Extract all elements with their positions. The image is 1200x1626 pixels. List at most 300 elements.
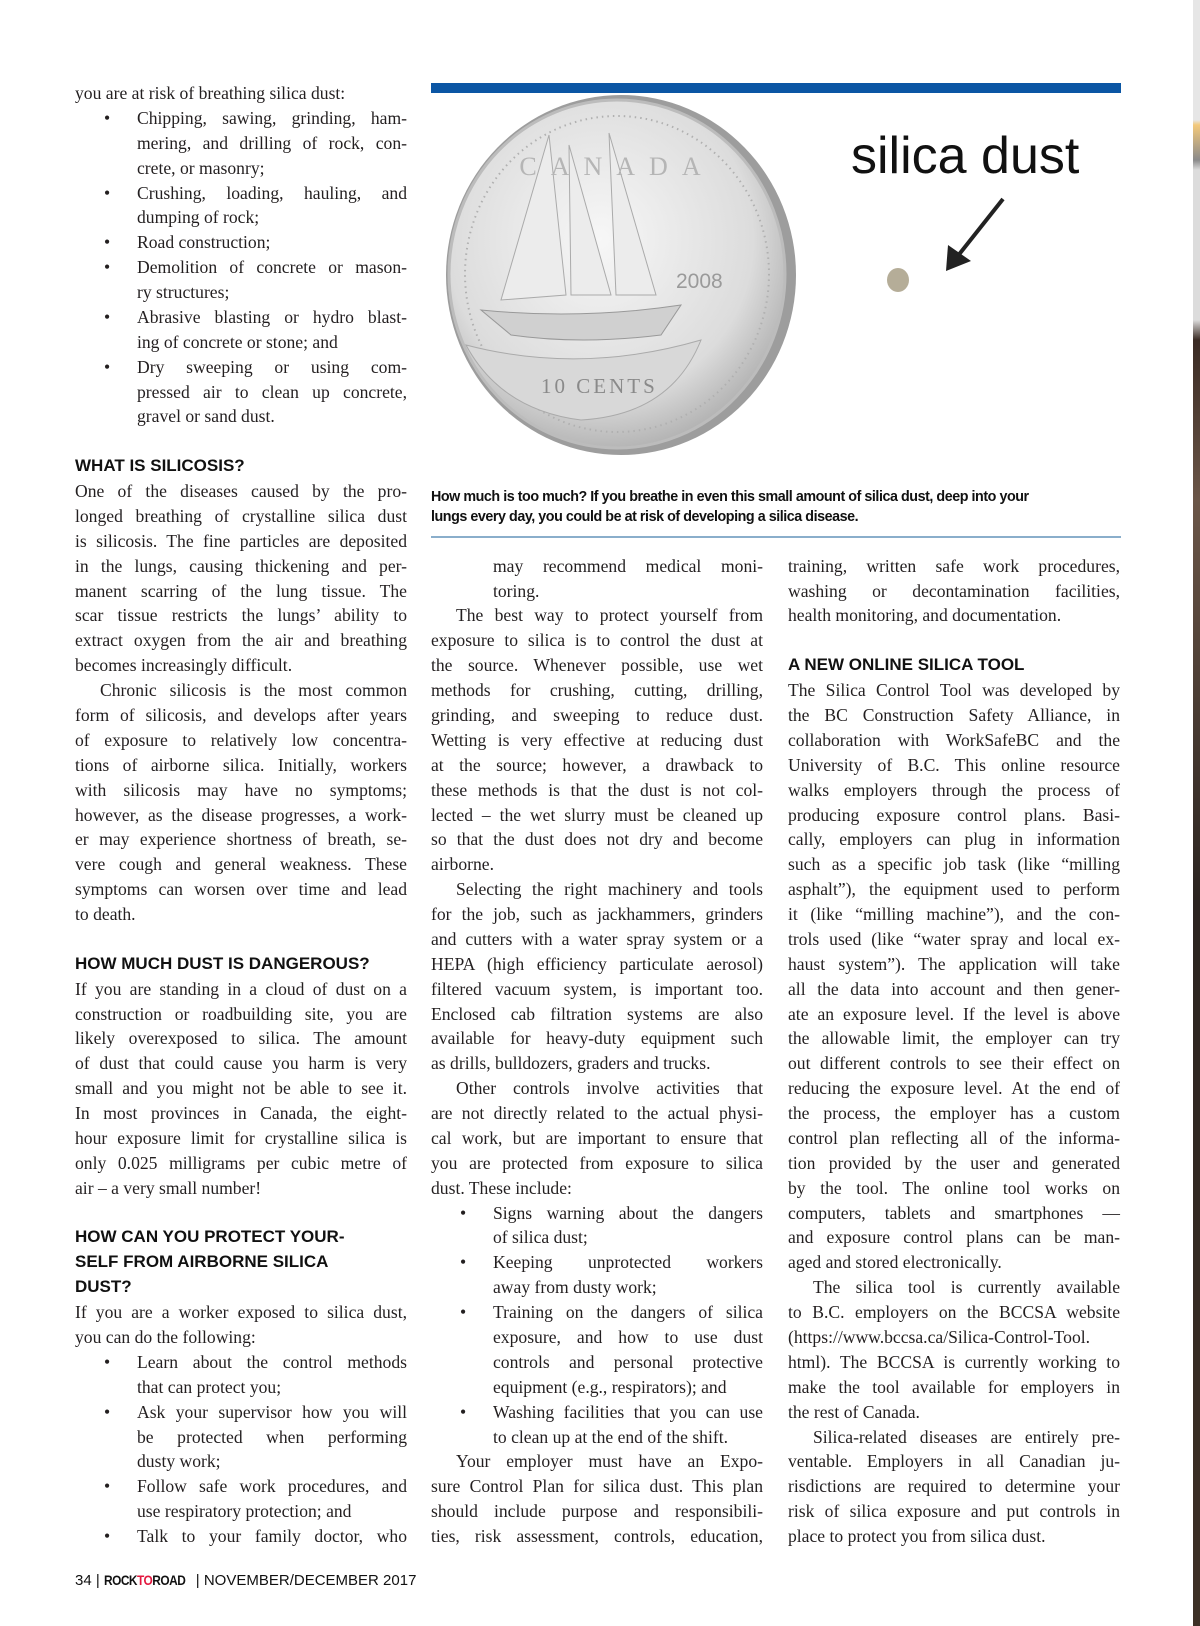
line-text: dusty work; bbox=[137, 1451, 221, 1472]
line-text: these methods is that the dust is not col- bbox=[431, 779, 763, 800]
bullet-icon: • bbox=[104, 306, 111, 327]
body-text-line bbox=[788, 554, 1120, 579]
bullet-item-line bbox=[137, 404, 407, 429]
body-text-line bbox=[75, 827, 407, 852]
bullet-item-line bbox=[104, 255, 407, 280]
accent-bar bbox=[431, 83, 1121, 93]
bullet-item-line bbox=[460, 1201, 763, 1226]
line-text: One of the diseases caused by the pro- bbox=[75, 481, 407, 502]
line-text: you are at risk of breathing silica dust: bbox=[75, 83, 346, 103]
line-text: collaboration with WorkSafeBC and the bbox=[788, 729, 1120, 750]
line-text: at the source; however, a drawback to bbox=[431, 754, 763, 775]
line-text: Chronic silicosis is the most common bbox=[100, 680, 407, 701]
line-text: html). The BCCSA is currently working to bbox=[788, 1351, 1120, 1372]
body-text-line bbox=[75, 1126, 407, 1151]
line-text: cal work, but are important to ensure that bbox=[431, 1127, 763, 1148]
body-text-line bbox=[75, 1151, 407, 1176]
body-text-line bbox=[75, 753, 407, 778]
line-text: (https://www.bccsa.ca/Silica-Control-Tool. bbox=[788, 1327, 1091, 1347]
line-text: to death. bbox=[75, 904, 136, 925]
body-text-line bbox=[75, 902, 407, 927]
body-text-line bbox=[456, 1076, 763, 1101]
line-text: of exposure to relatively low concentra- bbox=[75, 729, 407, 750]
line-text: may recommend medical moni- bbox=[493, 555, 763, 576]
line-text: Demolition of concrete or mason- bbox=[137, 257, 407, 278]
body-text-line bbox=[431, 952, 763, 977]
body-text-line bbox=[431, 1002, 763, 1027]
body-text-line bbox=[431, 1151, 763, 1176]
section-heading bbox=[788, 653, 1120, 678]
bullet-item-line bbox=[104, 106, 407, 131]
line-text: equipment (e.g., respirators); and bbox=[493, 1376, 727, 1397]
line-text: Talk to your family doctor, who bbox=[137, 1526, 407, 1547]
page-footer bbox=[75, 1572, 416, 1589]
line-text: Keeping unprotected workers bbox=[493, 1252, 763, 1273]
line-text: away from dusty work; bbox=[493, 1277, 657, 1298]
body-text-line bbox=[788, 1350, 1120, 1375]
line-text: scar tissue restricts the lungs’ ability to bbox=[75, 605, 407, 626]
body-text-line bbox=[788, 1026, 1120, 1051]
line-text: ry structures; bbox=[137, 282, 230, 303]
line-text: likely overexposed to silica. The amount bbox=[75, 1028, 407, 1049]
bullet-item-line bbox=[137, 205, 407, 230]
line-text: The Silica Control Tool was developed by bbox=[788, 680, 1120, 701]
line-text: to clean up at the end of the shift. bbox=[493, 1426, 728, 1447]
bullet-item-line bbox=[104, 181, 407, 206]
line-text: aged and stored electronically. bbox=[788, 1252, 1002, 1273]
bullet-item-line bbox=[137, 1449, 407, 1474]
figure-caption-line: lungs every day, you could be at risk of developing a silica disease. bbox=[431, 509, 859, 525]
body-text-line bbox=[75, 1300, 407, 1325]
figure-caption-line: How much is too much? If you breathe in even this small amount of silica dust, deep into your bbox=[431, 489, 1029, 505]
section-heading bbox=[75, 1275, 407, 1300]
bullet-item-line bbox=[460, 1300, 763, 1325]
line-text: ventable. Employers in all Canadian ju- bbox=[788, 1451, 1120, 1472]
body-text-line bbox=[431, 977, 763, 1002]
bullet-item-line bbox=[137, 1499, 407, 1524]
line-text: and exposure control plans can be man- bbox=[788, 1227, 1120, 1248]
body-text-line bbox=[431, 827, 763, 852]
line-text: tions of airborne silica. Initially, workers bbox=[75, 754, 407, 775]
magazine-logo bbox=[104, 1572, 185, 1588]
body-text-line bbox=[431, 1101, 763, 1126]
line-text: Crushing, loading, hauling, and bbox=[137, 182, 407, 203]
body-text-line bbox=[75, 803, 407, 828]
line-text: symptoms can worsen over time and lead bbox=[75, 879, 407, 900]
line-text: Learn about the control methods bbox=[137, 1351, 407, 1372]
line-text: use respiratory protection; and bbox=[137, 1501, 352, 1522]
section-heading bbox=[75, 454, 407, 479]
bullet-icon: • bbox=[104, 107, 111, 128]
section-heading bbox=[75, 1250, 407, 1275]
line-text: dumping of rock; bbox=[137, 207, 260, 228]
line-text: the source. Whenever possible, use wet bbox=[431, 655, 763, 676]
line-text: A NEW ONLINE SILICA TOOL bbox=[788, 655, 1025, 675]
line-text: and cutters with a water spray system or a bbox=[431, 928, 763, 949]
arrow-icon bbox=[946, 199, 1003, 271]
line-text: that can protect you; bbox=[137, 1376, 282, 1397]
line-text: trols used (like “water spray and local ex- bbox=[788, 928, 1120, 949]
body-text-line bbox=[431, 1051, 763, 1076]
body-text-line bbox=[75, 628, 407, 653]
body-text-line bbox=[431, 1524, 763, 1549]
line-text: crete, or masonry; bbox=[137, 157, 265, 178]
body-text-line bbox=[75, 778, 407, 803]
line-text: construction or roadbuilding site, you are bbox=[75, 1003, 407, 1024]
line-text: haust system”). The application will take bbox=[788, 953, 1120, 974]
bullet-item-line bbox=[493, 1375, 763, 1400]
body-text-line bbox=[788, 1325, 1120, 1350]
line-text: air – a very small number! bbox=[75, 1177, 262, 1198]
line-text: HOW CAN YOU PROTECT YOUR- bbox=[75, 1227, 345, 1247]
bullet-icon: • bbox=[104, 1526, 111, 1547]
body-text-line bbox=[75, 703, 407, 728]
bullet-item-line bbox=[104, 1350, 407, 1375]
section-heading bbox=[75, 952, 407, 977]
body-text-line bbox=[788, 977, 1120, 1002]
line-text: Silica-related diseases are entirely pre- bbox=[813, 1426, 1120, 1447]
line-text: hour exposure limit for crystalline silica is bbox=[75, 1127, 407, 1148]
body-text-line bbox=[788, 827, 1120, 852]
body-text-line bbox=[431, 1026, 763, 1051]
body-text-line bbox=[788, 952, 1120, 977]
body-text-line bbox=[431, 728, 763, 753]
body-text-line bbox=[75, 579, 407, 604]
line-text: you can do the following: bbox=[75, 1327, 256, 1347]
line-text: lected – the wet slurry must be cleaned up bbox=[431, 804, 763, 825]
line-text: WHAT IS SILICOSIS? bbox=[75, 456, 245, 476]
body-text-line bbox=[75, 1026, 407, 1051]
body-text-line bbox=[788, 1051, 1120, 1076]
line-text: such as a specific job task (like “milling bbox=[788, 854, 1120, 875]
body-text-line bbox=[75, 529, 407, 554]
bullet-item-line bbox=[493, 1325, 763, 1350]
line-text: to B.C. employers on the BCCSA website bbox=[788, 1302, 1120, 1323]
bullet-item-line bbox=[104, 1400, 407, 1425]
coin-year-text: 2008 bbox=[676, 270, 723, 293]
line-text: Your employer must have an Expo- bbox=[456, 1451, 763, 1472]
line-text: of dust that could cause you harm is very bbox=[75, 1053, 407, 1074]
section-heading bbox=[75, 1225, 407, 1250]
line-text: Wetting is very effective at reducing dust bbox=[431, 729, 763, 750]
body-text-line bbox=[75, 852, 407, 877]
body-text-line bbox=[788, 877, 1120, 902]
body-text-line bbox=[431, 1474, 763, 1499]
line-text: Signs warning about the dangers bbox=[493, 1202, 763, 1223]
line-text: only 0.025 milligrams per cubic metre of bbox=[75, 1152, 407, 1173]
body-text-line bbox=[788, 902, 1120, 927]
line-text: it (like “milling machine”), and the con- bbox=[788, 904, 1120, 925]
body-text-line bbox=[431, 778, 763, 803]
body-text-line bbox=[75, 653, 407, 678]
line-text: Road construction; bbox=[137, 232, 271, 253]
line-text: with silicosis may have no symptoms; bbox=[75, 779, 407, 800]
body-text-line bbox=[75, 1325, 407, 1350]
bullet-icon: • bbox=[460, 1401, 467, 1422]
line-text: longed breathing of crystalline silica dust bbox=[75, 505, 407, 526]
page-number: 34 bbox=[75, 1572, 92, 1589]
bullet-icon: • bbox=[104, 257, 111, 278]
line-text: ate an exposure level. If the level is above bbox=[788, 1003, 1120, 1024]
line-text: Enclosed cab filtration systems are also bbox=[431, 1003, 763, 1024]
body-text-line bbox=[788, 803, 1120, 828]
body-text-line bbox=[431, 753, 763, 778]
body-text-line bbox=[456, 1449, 763, 1474]
line-text: place to protect you from silica dust. bbox=[788, 1526, 1046, 1547]
body-text-line bbox=[431, 803, 763, 828]
coin-image bbox=[446, 95, 796, 455]
line-text: SELF FROM AIRBORNE SILICA bbox=[75, 1252, 329, 1272]
bullet-item-line bbox=[460, 1250, 763, 1275]
bullet-item-line bbox=[493, 1425, 763, 1450]
line-text: filtered vacuum system, is important too. bbox=[431, 978, 763, 999]
line-text: as drills, bulldozers, graders and trucks. bbox=[431, 1053, 711, 1074]
body-text-line bbox=[100, 678, 407, 703]
body-text-line bbox=[788, 728, 1120, 753]
line-text: all the data into account and then gener- bbox=[788, 978, 1120, 999]
line-text: Abrasive blasting or hydro blast- bbox=[137, 306, 407, 327]
coin-comparison-photo bbox=[431, 95, 1121, 485]
line-text: becomes increasingly difficult. bbox=[75, 655, 293, 676]
line-text: er may experience shortness of breath, se- bbox=[75, 829, 407, 850]
line-text: DUST? bbox=[75, 1277, 132, 1297]
body-text-line bbox=[75, 1176, 407, 1201]
line-text: dust. These include: bbox=[431, 1177, 572, 1198]
body-text-line bbox=[431, 852, 763, 877]
body-text-line bbox=[788, 1176, 1120, 1201]
line-text: make the tool available for employers in bbox=[788, 1376, 1120, 1397]
bullet-icon: • bbox=[104, 182, 111, 203]
line-text: be protected when performing bbox=[137, 1426, 407, 1447]
bullet-item-line bbox=[493, 1225, 763, 1250]
line-text: the allowable limit, the employer can try bbox=[788, 1028, 1120, 1049]
line-text: If you are standing in a cloud of dust on a bbox=[75, 978, 407, 999]
line-text: available for heavy-duty equipment such bbox=[431, 1028, 763, 1049]
line-text: the process, the employer has a custom bbox=[788, 1103, 1120, 1124]
line-text: Other controls involve activities that bbox=[456, 1078, 763, 1099]
body-text-line bbox=[788, 1474, 1120, 1499]
issue-date: NOVEMBER/DECEMBER 2017 bbox=[203, 1572, 417, 1589]
line-text: extract oxygen from the air and breathing bbox=[75, 630, 407, 651]
body-text-line bbox=[788, 1151, 1120, 1176]
bullet-item-line bbox=[137, 280, 407, 305]
line-text: in the lungs, causing thickening and per- bbox=[75, 555, 407, 576]
bullet-icon: • bbox=[104, 1401, 111, 1422]
body-text-line bbox=[75, 1051, 407, 1076]
silica-dust-particle bbox=[887, 268, 909, 292]
line-text: HOW MUCH DUST IS DANGEROUS? bbox=[75, 953, 370, 973]
body-text-line bbox=[456, 603, 763, 628]
line-text: however, as the disease progresses, a work- bbox=[75, 804, 407, 825]
body-text-line bbox=[788, 1076, 1120, 1101]
line-text: of silica dust; bbox=[493, 1227, 588, 1248]
line-text: Dry sweeping or using com- bbox=[137, 356, 407, 377]
body-text-line bbox=[431, 1126, 763, 1151]
body-text-line bbox=[788, 1524, 1120, 1549]
line-text: pressed air to clean up concrete, bbox=[137, 381, 407, 402]
bullet-item-line bbox=[137, 1375, 407, 1400]
line-text: controls and personal protective bbox=[493, 1351, 763, 1372]
line-text: In most provinces in Canada, the eight- bbox=[75, 1103, 407, 1124]
bullet-icon: • bbox=[460, 1202, 467, 1223]
line-text: The silica tool is currently available bbox=[813, 1277, 1120, 1298]
body-text-line bbox=[75, 1002, 407, 1027]
line-text: out different controls to see their effect on bbox=[788, 1053, 1120, 1074]
line-text: gravel or sand dust. bbox=[137, 406, 275, 427]
line-text: form of silicosis, and develops after years bbox=[75, 705, 407, 725]
body-text-line bbox=[788, 753, 1120, 778]
body-text-line bbox=[431, 678, 763, 703]
bullet-item-line bbox=[460, 1400, 763, 1425]
line-text: are not directly related to the actual physi- bbox=[431, 1103, 763, 1124]
line-text: If you are a worker exposed to silica dust, bbox=[75, 1302, 407, 1323]
bullet-item-line bbox=[104, 230, 407, 255]
body-text-line bbox=[788, 1201, 1120, 1226]
body-text-line bbox=[75, 1101, 407, 1126]
body-text-line bbox=[75, 554, 407, 579]
line-text: training, written safe work procedures, bbox=[788, 555, 1120, 576]
bullet-item-line bbox=[104, 1474, 407, 1499]
line-text: mering, and drilling of rock, con- bbox=[137, 132, 407, 153]
bullet-item-line bbox=[493, 554, 763, 579]
body-text-line bbox=[431, 653, 763, 678]
line-text: should include purpose and responsibili- bbox=[431, 1501, 763, 1522]
line-text: control plan reflecting all of the informa- bbox=[788, 1127, 1120, 1148]
body-text-line bbox=[788, 1002, 1120, 1027]
body-text-line bbox=[813, 1425, 1120, 1450]
line-text: exposure, and how to use dust bbox=[493, 1327, 763, 1347]
logo-road: ROAD bbox=[152, 1572, 186, 1588]
line-text: the BC Construction Safety Alliance, in bbox=[788, 705, 1120, 725]
body-text-line bbox=[431, 1499, 763, 1524]
bullet-icon: • bbox=[104, 232, 111, 253]
body-text-line bbox=[788, 852, 1120, 877]
adjacent-page-edge bbox=[1193, 0, 1200, 1626]
body-text-line bbox=[75, 877, 407, 902]
bullet-item-line bbox=[493, 1350, 763, 1375]
line-text: ing of concrete or stone; and bbox=[137, 331, 338, 352]
body-text-line bbox=[813, 1275, 1120, 1300]
body-text-line bbox=[788, 1101, 1120, 1126]
bullet-icon: • bbox=[460, 1302, 467, 1323]
bullet-icon: • bbox=[460, 1252, 467, 1273]
body-text-line bbox=[788, 1126, 1120, 1151]
line-text: you are protected from exposure to silica bbox=[431, 1152, 763, 1173]
caption-divider bbox=[431, 536, 1121, 538]
line-text: Selecting the right machinery and tools bbox=[456, 879, 763, 900]
body-text-line bbox=[788, 1250, 1120, 1275]
bullet-icon: • bbox=[104, 1351, 111, 1372]
line-text: HEPA (high efficiency particulate aerosol) bbox=[431, 953, 763, 974]
line-text: methods for crushing, cutting, drilling, bbox=[431, 680, 763, 701]
line-text: vere cough and general weakness. These bbox=[75, 854, 407, 875]
body-text-line bbox=[788, 927, 1120, 952]
line-text: Chipping, sawing, grinding, ham- bbox=[137, 107, 407, 128]
bullet-item-line bbox=[104, 1524, 407, 1549]
line-text: grinding, and sweeping to reduce dust. bbox=[431, 705, 763, 725]
bullet-item-line bbox=[137, 131, 407, 156]
body-text-line bbox=[788, 1375, 1120, 1400]
line-text: Washing facilities that you can use bbox=[493, 1401, 763, 1422]
silica-dust-label: silica dust bbox=[851, 127, 1080, 185]
coin-country-text: CANADA bbox=[519, 152, 715, 181]
logo-to: TO bbox=[136, 1572, 153, 1588]
line-text: computers, tablets and smartphones — bbox=[788, 1202, 1120, 1223]
line-text: exposure to silica is to control the dust at bbox=[431, 630, 763, 651]
bullet-item-line bbox=[493, 579, 763, 604]
line-text: Training on the dangers of silica bbox=[493, 1302, 763, 1323]
line-text: washing or decontamination facilities, bbox=[788, 580, 1120, 601]
body-text-line bbox=[431, 1176, 763, 1201]
line-text: airborne. bbox=[431, 854, 495, 875]
line-text: walks employers through the process of bbox=[788, 779, 1120, 800]
line-text: toring. bbox=[493, 580, 540, 601]
body-text-line bbox=[75, 81, 407, 106]
footer-separator: | bbox=[195, 1572, 204, 1589]
line-text: The best way to protect yourself from bbox=[456, 605, 763, 626]
line-text: the rest of Canada. bbox=[788, 1401, 920, 1422]
line-text: reducing the exposure level. At the end of bbox=[788, 1078, 1120, 1099]
coin-value-text: 10 CENTS bbox=[541, 374, 658, 398]
line-text: producing exposure control plans. Basi- bbox=[788, 804, 1120, 825]
bullet-icon: • bbox=[104, 1476, 111, 1497]
logo-rock: ROCK bbox=[103, 1572, 137, 1588]
line-text: for the job, such as jackhammers, grinders bbox=[431, 904, 763, 925]
bullet-item-line bbox=[104, 305, 407, 330]
body-text-line bbox=[788, 1300, 1120, 1325]
body-text-line bbox=[431, 927, 763, 952]
line-text: manent scarring of the lung tissue. The bbox=[75, 580, 407, 601]
body-text-line bbox=[788, 1449, 1120, 1474]
body-text-line bbox=[788, 778, 1120, 803]
body-text-line bbox=[788, 678, 1120, 703]
body-text-line bbox=[75, 479, 407, 504]
footer-separator: | bbox=[95, 1572, 104, 1589]
bullet-item-line bbox=[137, 156, 407, 181]
line-text: ties, risk assessment, controls, education, bbox=[431, 1526, 763, 1547]
body-text-line bbox=[75, 1076, 407, 1101]
line-text: Follow safe work procedures, and bbox=[137, 1476, 407, 1497]
bullet-icon: • bbox=[104, 356, 111, 377]
body-text-line bbox=[431, 628, 763, 653]
line-text: risdictions are required to determine your bbox=[788, 1476, 1120, 1497]
bullet-item-line bbox=[137, 1425, 407, 1450]
bullet-item-line bbox=[137, 380, 407, 405]
body-text-line bbox=[75, 977, 407, 1002]
line-text: small and you might not be able to see it. bbox=[75, 1078, 407, 1099]
body-text-line bbox=[788, 703, 1120, 728]
line-text: Ask your supervisor how you will bbox=[137, 1401, 407, 1422]
body-text-line bbox=[788, 1400, 1120, 1425]
body-text-line bbox=[431, 902, 763, 927]
line-text: risk of silica exposure and put controls in bbox=[788, 1501, 1120, 1522]
line-text: health monitoring, and documentation. bbox=[788, 605, 1062, 626]
line-text: asphalt”), the equipment used to perform bbox=[788, 879, 1120, 900]
line-text: is silicosis. The fine particles are deposited bbox=[75, 530, 407, 551]
body-text-line bbox=[456, 877, 763, 902]
body-text-line bbox=[788, 603, 1120, 628]
bullet-item-line bbox=[104, 355, 407, 380]
bullet-item-line bbox=[493, 1275, 763, 1300]
body-text-line bbox=[75, 603, 407, 628]
line-text: tion provided by the user and generated bbox=[788, 1152, 1120, 1173]
bullet-item-line bbox=[137, 330, 407, 355]
body-text-line bbox=[788, 1225, 1120, 1250]
body-text-line bbox=[431, 703, 763, 728]
body-text-line bbox=[75, 728, 407, 753]
line-text: so that the dust does not dry and become bbox=[431, 829, 763, 850]
body-text-line bbox=[75, 504, 407, 529]
